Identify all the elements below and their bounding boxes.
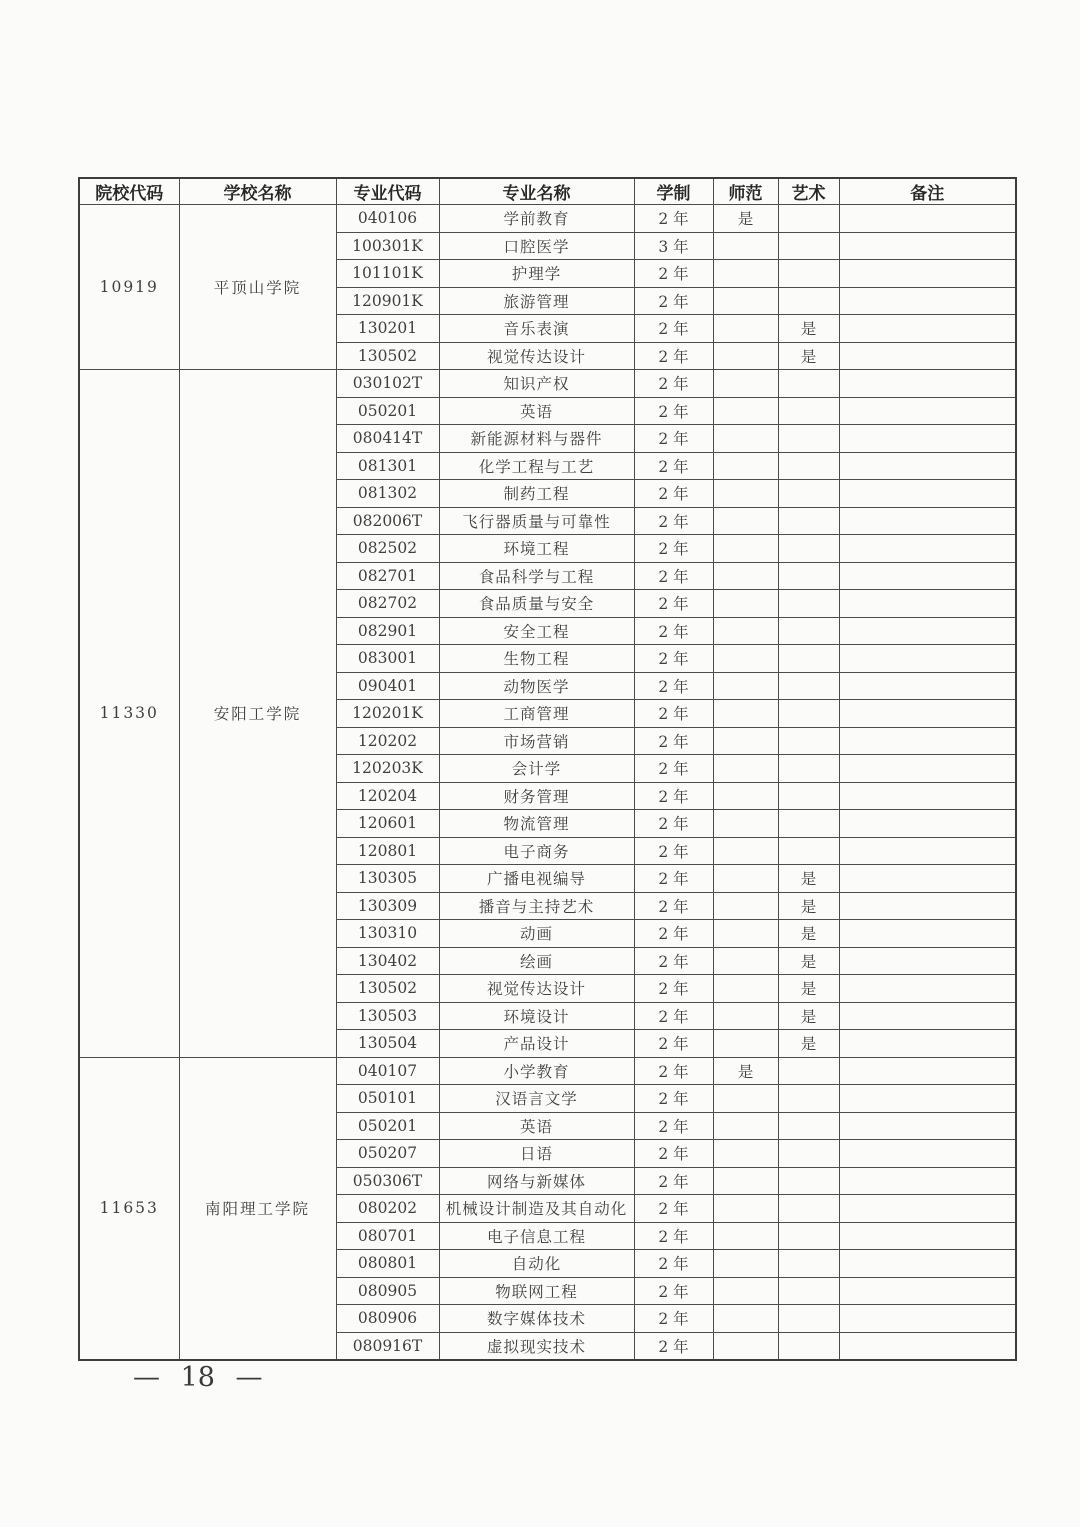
note-cell <box>839 1002 1016 1030</box>
normal-flag-cell <box>713 865 778 893</box>
note-cell <box>839 397 1016 425</box>
note-cell <box>839 782 1016 810</box>
art-flag-cell: 是 <box>778 1030 839 1058</box>
normal-flag-cell <box>713 287 778 315</box>
duration-cell: 2 年 <box>634 865 713 893</box>
school-code-cell: 10919 <box>79 205 179 370</box>
duration-cell: 2 年 <box>634 205 713 233</box>
note-cell <box>839 205 1016 233</box>
major-name-cell: 飞行器质量与可靠性 <box>439 507 634 535</box>
normal-flag-cell <box>713 1112 778 1140</box>
normal-flag-cell <box>713 562 778 590</box>
major-code-cell: 081302 <box>336 480 439 508</box>
art-flag-cell <box>778 425 839 453</box>
note-cell <box>839 232 1016 260</box>
normal-flag-cell <box>713 1250 778 1278</box>
col-header-note: 备注 <box>839 178 1016 205</box>
major-code-cell: 080801 <box>336 1250 439 1278</box>
duration-cell: 2 年 <box>634 397 713 425</box>
major-name-cell: 数字媒体技术 <box>439 1305 634 1333</box>
col-header-major-code: 专业代码 <box>336 178 439 205</box>
duration-cell: 2 年 <box>634 1332 713 1360</box>
normal-flag-cell <box>713 452 778 480</box>
duration-cell: 2 年 <box>634 1167 713 1195</box>
normal-flag-cell <box>713 1140 778 1168</box>
note-cell <box>839 1085 1016 1113</box>
major-code-cell: 082006T <box>336 507 439 535</box>
art-flag-cell <box>778 837 839 865</box>
major-name-cell: 环境工程 <box>439 535 634 563</box>
major-code-cell: 130504 <box>336 1030 439 1058</box>
duration-cell: 2 年 <box>634 975 713 1003</box>
duration-cell: 2 年 <box>634 1057 713 1085</box>
duration-cell: 2 年 <box>634 837 713 865</box>
major-name-cell: 电子商务 <box>439 837 634 865</box>
major-code-cell: 081301 <box>336 452 439 480</box>
major-code-cell: 082502 <box>336 535 439 563</box>
major-code-cell: 130309 <box>336 892 439 920</box>
major-name-cell: 播音与主持艺术 <box>439 892 634 920</box>
normal-flag-cell <box>713 480 778 508</box>
school-name-cell: 安阳工学院 <box>179 370 336 1058</box>
art-flag-cell <box>778 1112 839 1140</box>
art-flag-cell <box>778 232 839 260</box>
normal-flag-cell <box>713 260 778 288</box>
note-cell <box>839 837 1016 865</box>
duration-cell: 2 年 <box>634 425 713 453</box>
major-name-cell: 会计学 <box>439 755 634 783</box>
normal-flag-cell <box>713 1332 778 1360</box>
normal-flag-cell <box>713 425 778 453</box>
major-name-cell: 物联网工程 <box>439 1277 634 1305</box>
major-code-cell: 050101 <box>336 1085 439 1113</box>
normal-flag-cell <box>713 1030 778 1058</box>
note-cell <box>839 370 1016 398</box>
art-flag-cell <box>778 700 839 728</box>
normal-flag-cell <box>713 617 778 645</box>
major-name-cell: 动物医学 <box>439 672 634 700</box>
note-cell <box>839 535 1016 563</box>
major-name-cell: 英语 <box>439 1112 634 1140</box>
major-code-cell: 050201 <box>336 1112 439 1140</box>
normal-flag-cell <box>713 810 778 838</box>
art-flag-cell <box>778 617 839 645</box>
major-code-cell: 082901 <box>336 617 439 645</box>
normal-flag-cell <box>713 645 778 673</box>
major-name-cell: 安全工程 <box>439 617 634 645</box>
note-cell <box>839 755 1016 783</box>
normal-flag-cell <box>713 755 778 783</box>
art-flag-cell <box>778 1305 839 1333</box>
major-code-cell: 130502 <box>336 342 439 370</box>
note-cell <box>839 562 1016 590</box>
major-name-cell: 虚拟现实技术 <box>439 1332 634 1360</box>
major-name-cell: 生物工程 <box>439 645 634 673</box>
duration-cell: 2 年 <box>634 287 713 315</box>
duration-cell: 2 年 <box>634 1112 713 1140</box>
note-cell <box>839 507 1016 535</box>
note-cell <box>839 1277 1016 1305</box>
art-flag-cell <box>778 370 839 398</box>
page-number: — 18 — <box>133 1362 263 1393</box>
normal-flag-cell <box>713 727 778 755</box>
duration-cell: 2 年 <box>634 617 713 645</box>
duration-cell: 2 年 <box>634 260 713 288</box>
duration-cell: 2 年 <box>634 1305 713 1333</box>
duration-cell: 2 年 <box>634 315 713 343</box>
duration-cell: 2 年 <box>634 370 713 398</box>
major-code-cell: 120201K <box>336 700 439 728</box>
art-flag-cell <box>778 562 839 590</box>
art-flag-cell: 是 <box>778 342 839 370</box>
major-code-cell: 090401 <box>336 672 439 700</box>
duration-cell: 2 年 <box>634 1222 713 1250</box>
major-name-cell: 制药工程 <box>439 480 634 508</box>
art-flag-cell <box>778 727 839 755</box>
table-row <box>79 370 1016 398</box>
major-code-cell: 080905 <box>336 1277 439 1305</box>
art-flag-cell <box>778 535 839 563</box>
art-flag-cell <box>778 810 839 838</box>
note-cell <box>839 260 1016 288</box>
major-code-cell: 100301K <box>336 232 439 260</box>
art-flag-cell <box>778 205 839 233</box>
note-cell <box>839 617 1016 645</box>
art-flag-cell: 是 <box>778 892 839 920</box>
normal-flag-cell <box>713 1167 778 1195</box>
art-flag-cell <box>778 452 839 480</box>
art-flag-cell <box>778 1085 839 1113</box>
major-code-cell: 130502 <box>336 975 439 1003</box>
note-cell <box>839 1195 1016 1223</box>
major-name-cell: 化学工程与工艺 <box>439 452 634 480</box>
normal-flag-cell <box>713 920 778 948</box>
note-cell <box>839 1030 1016 1058</box>
major-name-cell: 动画 <box>439 920 634 948</box>
art-flag-cell <box>778 397 839 425</box>
duration-cell: 2 年 <box>634 1030 713 1058</box>
normal-flag-cell: 是 <box>713 1057 778 1085</box>
note-cell <box>839 1332 1016 1360</box>
major-code-cell: 080202 <box>336 1195 439 1223</box>
duration-cell: 2 年 <box>634 480 713 508</box>
duration-cell: 2 年 <box>634 700 713 728</box>
major-name-cell: 工商管理 <box>439 700 634 728</box>
major-code-cell: 050207 <box>336 1140 439 1168</box>
major-code-cell: 050201 <box>336 397 439 425</box>
note-cell <box>839 452 1016 480</box>
major-name-cell: 产品设计 <box>439 1030 634 1058</box>
duration-cell: 2 年 <box>634 920 713 948</box>
duration-cell: 2 年 <box>634 1277 713 1305</box>
duration-cell: 2 年 <box>634 645 713 673</box>
duration-cell: 2 年 <box>634 507 713 535</box>
note-cell <box>839 287 1016 315</box>
normal-flag-cell <box>713 1277 778 1305</box>
normal-flag-cell <box>713 535 778 563</box>
major-name-cell: 视觉传达设计 <box>439 342 634 370</box>
art-flag-cell <box>778 1167 839 1195</box>
duration-cell: 2 年 <box>634 892 713 920</box>
major-code-cell: 120204 <box>336 782 439 810</box>
major-name-cell: 旅游管理 <box>439 287 634 315</box>
major-name-cell: 音乐表演 <box>439 315 634 343</box>
duration-cell: 2 年 <box>634 782 713 810</box>
normal-flag-cell <box>713 672 778 700</box>
major-name-cell: 护理学 <box>439 260 634 288</box>
note-cell <box>839 1140 1016 1168</box>
normal-flag-cell <box>713 837 778 865</box>
major-code-cell: 130201 <box>336 315 439 343</box>
note-cell <box>839 810 1016 838</box>
major-name-cell: 食品科学与工程 <box>439 562 634 590</box>
note-cell <box>839 947 1016 975</box>
art-flag-cell <box>778 755 839 783</box>
note-cell <box>839 315 1016 343</box>
note-cell <box>839 1167 1016 1195</box>
duration-cell: 2 年 <box>634 1002 713 1030</box>
major-code-cell: 120601 <box>336 810 439 838</box>
art-flag-cell <box>778 1222 839 1250</box>
col-header-major-name: 专业名称 <box>439 178 634 205</box>
normal-flag-cell <box>713 947 778 975</box>
duration-cell: 2 年 <box>634 1250 713 1278</box>
note-cell <box>839 727 1016 755</box>
duration-cell: 2 年 <box>634 755 713 783</box>
art-flag-cell <box>778 782 839 810</box>
major-code-cell: 120801 <box>336 837 439 865</box>
major-code-cell: 120203K <box>336 755 439 783</box>
major-code-cell: 120901K <box>336 287 439 315</box>
note-cell <box>839 1250 1016 1278</box>
normal-flag-cell <box>713 1222 778 1250</box>
note-cell <box>839 480 1016 508</box>
duration-cell: 2 年 <box>634 1195 713 1223</box>
note-cell <box>839 1057 1016 1085</box>
major-code-cell: 083001 <box>336 645 439 673</box>
normal-flag-cell <box>713 342 778 370</box>
art-flag-cell <box>778 645 839 673</box>
major-name-cell: 知识产权 <box>439 370 634 398</box>
major-name-cell: 口腔医学 <box>439 232 634 260</box>
major-code-cell: 040106 <box>336 205 439 233</box>
table-row <box>79 1057 1016 1085</box>
duration-cell: 2 年 <box>634 947 713 975</box>
art-flag-cell <box>778 1332 839 1360</box>
major-name-cell: 新能源材料与器件 <box>439 425 634 453</box>
art-flag-cell <box>778 1057 839 1085</box>
school-name-cell: 南阳理工学院 <box>179 1057 336 1360</box>
normal-flag-cell <box>713 892 778 920</box>
art-flag-cell <box>778 507 839 535</box>
normal-flag-cell <box>713 232 778 260</box>
note-cell <box>839 645 1016 673</box>
note-cell <box>839 590 1016 618</box>
note-cell <box>839 425 1016 453</box>
duration-cell: 2 年 <box>634 562 713 590</box>
major-name-cell: 学前教育 <box>439 205 634 233</box>
duration-cell: 2 年 <box>634 1085 713 1113</box>
school-name-cell: 平顶山学院 <box>179 205 336 370</box>
major-code-cell: 030102T <box>336 370 439 398</box>
art-flag-cell: 是 <box>778 1002 839 1030</box>
major-name-cell: 小学教育 <box>439 1057 634 1085</box>
major-name-cell: 广播电视编导 <box>439 865 634 893</box>
major-code-cell: 080916T <box>336 1332 439 1360</box>
major-code-cell: 080906 <box>336 1305 439 1333</box>
majors-table <box>78 177 1017 1361</box>
normal-flag-cell <box>713 397 778 425</box>
normal-flag-cell <box>713 315 778 343</box>
duration-cell: 2 年 <box>634 672 713 700</box>
duration-cell: 2 年 <box>634 727 713 755</box>
art-flag-cell <box>778 480 839 508</box>
major-name-cell: 物流管理 <box>439 810 634 838</box>
major-code-cell: 120202 <box>336 727 439 755</box>
major-name-cell: 英语 <box>439 397 634 425</box>
major-code-cell: 130310 <box>336 920 439 948</box>
art-flag-cell: 是 <box>778 315 839 343</box>
art-flag-cell <box>778 1140 839 1168</box>
col-header-school-code: 院校代码 <box>79 178 179 205</box>
major-code-cell: 082702 <box>336 590 439 618</box>
normal-flag-cell <box>713 1085 778 1113</box>
major-name-cell: 日语 <box>439 1140 634 1168</box>
art-flag-cell <box>778 1250 839 1278</box>
note-cell <box>839 892 1016 920</box>
major-name-cell: 汉语言文学 <box>439 1085 634 1113</box>
normal-flag-cell <box>713 1195 778 1223</box>
table-row <box>79 205 1016 233</box>
duration-cell: 2 年 <box>634 535 713 563</box>
major-name-cell: 机械设计制造及其自动化 <box>439 1195 634 1223</box>
major-name-cell: 市场营销 <box>439 727 634 755</box>
header-row <box>79 178 1016 205</box>
major-code-cell: 080414T <box>336 425 439 453</box>
note-cell <box>839 865 1016 893</box>
major-code-cell: 082701 <box>336 562 439 590</box>
col-header-art: 艺术 <box>778 178 839 205</box>
major-code-cell: 080701 <box>336 1222 439 1250</box>
art-flag-cell: 是 <box>778 865 839 893</box>
normal-flag-cell <box>713 975 778 1003</box>
major-name-cell: 视觉传达设计 <box>439 975 634 1003</box>
art-flag-cell <box>778 1277 839 1305</box>
normal-flag-cell <box>713 1305 778 1333</box>
major-name-cell: 网络与新媒体 <box>439 1167 634 1195</box>
major-name-cell: 环境设计 <box>439 1002 634 1030</box>
note-cell <box>839 1305 1016 1333</box>
col-header-normal: 师范 <box>713 178 778 205</box>
note-cell <box>839 1112 1016 1140</box>
major-code-cell: 040107 <box>336 1057 439 1085</box>
note-cell <box>839 920 1016 948</box>
art-flag-cell: 是 <box>778 975 839 1003</box>
normal-flag-cell <box>713 700 778 728</box>
note-cell <box>839 672 1016 700</box>
art-flag-cell <box>778 287 839 315</box>
duration-cell: 2 年 <box>634 342 713 370</box>
major-code-cell: 130503 <box>336 1002 439 1030</box>
major-name-cell: 财务管理 <box>439 782 634 810</box>
art-flag-cell <box>778 260 839 288</box>
duration-cell: 3 年 <box>634 232 713 260</box>
normal-flag-cell: 是 <box>713 205 778 233</box>
normal-flag-cell <box>713 782 778 810</box>
major-code-cell: 130305 <box>336 865 439 893</box>
art-flag-cell <box>778 672 839 700</box>
col-header-school-name: 学校名称 <box>179 178 336 205</box>
note-cell <box>839 1222 1016 1250</box>
duration-cell: 2 年 <box>634 810 713 838</box>
major-name-cell: 食品质量与安全 <box>439 590 634 618</box>
duration-cell: 2 年 <box>634 452 713 480</box>
major-name-cell: 电子信息工程 <box>439 1222 634 1250</box>
note-cell <box>839 700 1016 728</box>
normal-flag-cell <box>713 370 778 398</box>
school-code-cell: 11653 <box>79 1057 179 1360</box>
duration-cell: 2 年 <box>634 1140 713 1168</box>
art-flag-cell <box>778 1195 839 1223</box>
note-cell <box>839 975 1016 1003</box>
major-code-cell: 130402 <box>336 947 439 975</box>
art-flag-cell: 是 <box>778 920 839 948</box>
major-code-cell: 101101K <box>336 260 439 288</box>
note-cell <box>839 342 1016 370</box>
major-name-cell: 自动化 <box>439 1250 634 1278</box>
art-flag-cell <box>778 590 839 618</box>
major-code-cell: 050306T <box>336 1167 439 1195</box>
school-code-cell: 11330 <box>79 370 179 1058</box>
major-name-cell: 绘画 <box>439 947 634 975</box>
normal-flag-cell <box>713 507 778 535</box>
col-header-duration: 学制 <box>634 178 713 205</box>
normal-flag-cell <box>713 590 778 618</box>
normal-flag-cell <box>713 1002 778 1030</box>
duration-cell: 2 年 <box>634 590 713 618</box>
art-flag-cell: 是 <box>778 947 839 975</box>
